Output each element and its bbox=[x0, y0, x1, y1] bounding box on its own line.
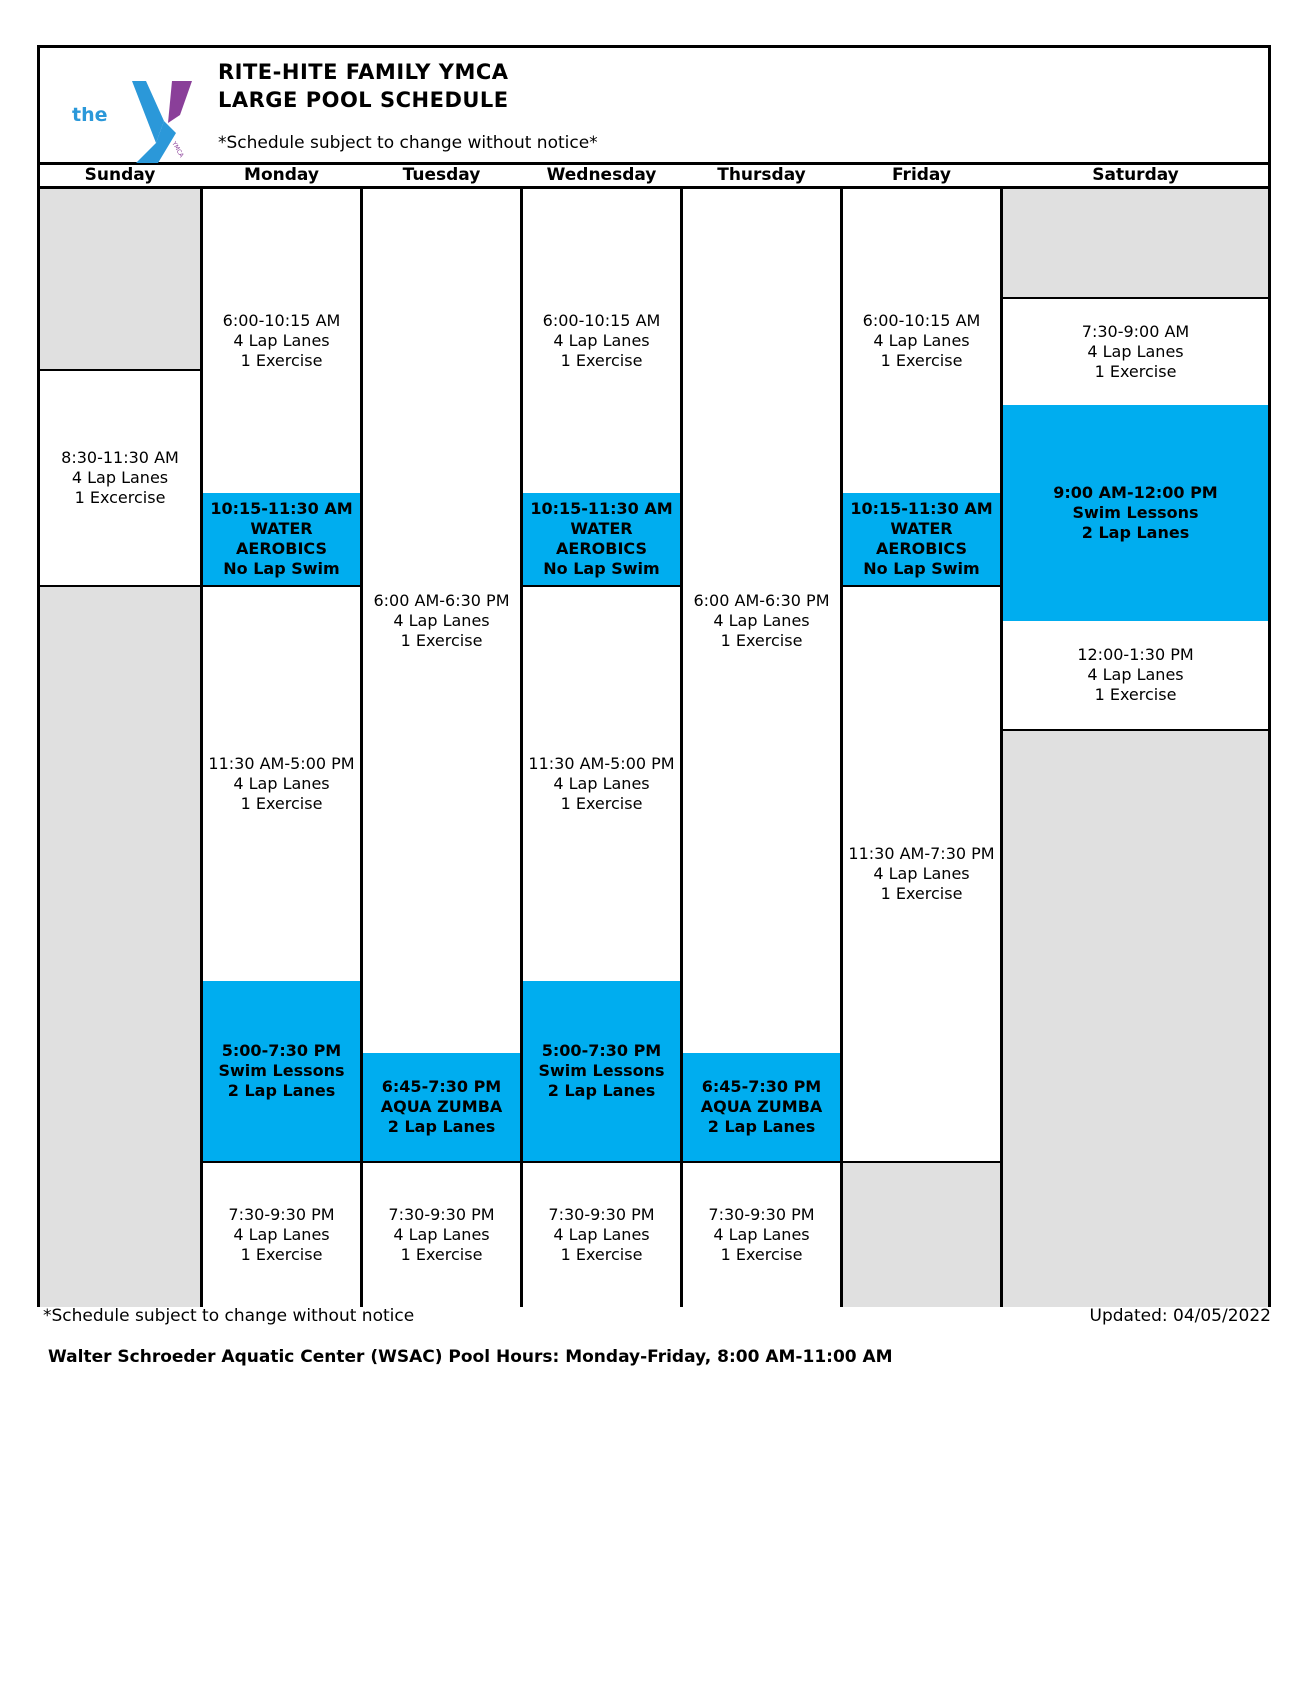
block-detail: 1 Exercise bbox=[400, 1245, 483, 1264]
block-detail: 1 Exercise bbox=[720, 631, 803, 650]
block-detail: 1 Exercise bbox=[560, 1245, 643, 1264]
block-detail: 4 Lap Lanes bbox=[233, 331, 330, 350]
schedule-block bbox=[363, 1161, 520, 1307]
block-detail: 4 Lap Lanes bbox=[873, 864, 970, 883]
block-time: 10:15-11:30 AM bbox=[210, 499, 353, 518]
schedule-block bbox=[363, 189, 520, 1053]
block-detail: WATER AEROBICS bbox=[556, 519, 647, 558]
block-detail: No Lap Swim bbox=[863, 559, 980, 578]
column-wednesday bbox=[523, 189, 680, 1307]
block-detail: 1 Exercise bbox=[240, 794, 323, 813]
block-detail: AQUA ZUMBA bbox=[380, 1097, 503, 1116]
column-monday bbox=[203, 189, 360, 1307]
block-time: 7:30-9:30 PM bbox=[708, 1205, 815, 1224]
block-detail: 1 Exercise bbox=[1094, 362, 1177, 381]
block-detail: 1 Exercise bbox=[240, 1245, 323, 1264]
block-detail: 2 Lap Lanes bbox=[707, 1117, 816, 1136]
block-time: 10:15-11:30 AM bbox=[850, 499, 993, 518]
block-detail: 1 Exercise bbox=[560, 351, 643, 370]
block-time: 11:30 AM-5:00 PM bbox=[208, 754, 355, 773]
block-time: 6:45-7:30 PM bbox=[701, 1077, 822, 1096]
block-time: 7:30-9:00 AM bbox=[1081, 322, 1190, 341]
block-time: 6:00-10:15 AM bbox=[542, 311, 661, 330]
column-sunday bbox=[40, 189, 200, 1307]
closed-block bbox=[1003, 189, 1268, 297]
schedule-block bbox=[203, 1161, 360, 1307]
schedule-block bbox=[843, 585, 1000, 1161]
schedule-block-highlight bbox=[843, 493, 1000, 585]
block-time: 6:00-10:15 AM bbox=[222, 311, 341, 330]
block-time: 7:30-9:30 PM bbox=[228, 1205, 335, 1224]
closed-block bbox=[40, 585, 200, 1307]
updated-date: Updated: 04/05/2022 bbox=[1089, 1306, 1271, 1326]
block-time: 11:30 AM-7:30 PM bbox=[848, 844, 995, 863]
block-detail: 2 Lap Lanes bbox=[1081, 523, 1190, 542]
schedule-block-highlight bbox=[683, 1053, 840, 1161]
header-note: *Schedule subject to change without notice* bbox=[218, 133, 598, 153]
block-detail: 4 Lap Lanes bbox=[1087, 665, 1184, 684]
schedule-block bbox=[1003, 297, 1268, 405]
block-time: 8:30-11:30 AM bbox=[61, 448, 179, 467]
day-friday: Friday bbox=[892, 165, 951, 185]
schedule-block-highlight bbox=[203, 493, 360, 585]
schedule-block-highlight bbox=[1003, 405, 1268, 621]
logo-text: the bbox=[72, 104, 108, 126]
block-detail: 2 Lap Lanes bbox=[227, 1081, 336, 1100]
block-time: 5:00-7:30 PM bbox=[221, 1041, 342, 1060]
footer-note: *Schedule subject to change without notice bbox=[43, 1306, 415, 1326]
schedule-block bbox=[683, 189, 840, 1053]
day-saturday: Saturday bbox=[1092, 165, 1179, 185]
schedule-block bbox=[40, 369, 200, 585]
day-sunday: Sunday bbox=[84, 165, 156, 185]
schedule-block-highlight bbox=[523, 981, 680, 1161]
wsac-hours: Walter Schroeder Aquatic Center (WSAC) Pool Hours: Monday-Friday, 8:00 AM-11:00 AM bbox=[48, 1347, 893, 1367]
closed-block bbox=[40, 189, 200, 369]
schedule-frame bbox=[37, 45, 1271, 1307]
schedule-block-highlight bbox=[523, 493, 680, 585]
block-time: 9:00 AM-12:00 PM bbox=[1053, 483, 1218, 502]
block-detail: 1 Exercise bbox=[400, 631, 483, 650]
block-detail: 2 Lap Lanes bbox=[547, 1081, 656, 1100]
block-detail: 4 Lap Lanes bbox=[1087, 342, 1184, 361]
block-detail: 4 Lap Lanes bbox=[233, 774, 330, 793]
block-detail: 4 Lap Lanes bbox=[873, 331, 970, 350]
block-detail: WATER AEROBICS bbox=[876, 519, 967, 558]
column-tuesday bbox=[363, 189, 520, 1307]
block-detail: 4 Lap Lanes bbox=[393, 1225, 490, 1244]
day-monday: Monday bbox=[244, 165, 319, 185]
block-detail: 4 Lap Lanes bbox=[553, 1225, 650, 1244]
title-line-1: RITE-HITE FAMILY YMCA bbox=[218, 60, 509, 84]
header bbox=[40, 48, 1268, 165]
block-detail: 1 Exercise bbox=[720, 1245, 803, 1264]
schedule-block bbox=[203, 585, 360, 981]
block-detail: AQUA ZUMBA bbox=[700, 1097, 823, 1116]
block-detail: 1 Excercise bbox=[74, 488, 166, 507]
schedule-block bbox=[523, 189, 680, 493]
block-time: 7:30-9:30 PM bbox=[548, 1205, 655, 1224]
block-detail: No Lap Swim bbox=[543, 559, 660, 578]
column-thursday bbox=[683, 189, 840, 1307]
day-header-row bbox=[40, 165, 1268, 189]
title-line-2: LARGE POOL SCHEDULE bbox=[218, 88, 509, 112]
block-detail: 4 Lap Lanes bbox=[71, 468, 169, 487]
block-detail: 2 Lap Lanes bbox=[387, 1117, 496, 1136]
schedule-block bbox=[1003, 621, 1268, 729]
block-time: 10:15-11:30 AM bbox=[530, 499, 673, 518]
block-detail: 1 Exercise bbox=[560, 794, 643, 813]
schedule-block bbox=[843, 189, 1000, 493]
block-detail: Swim Lessons bbox=[538, 1061, 665, 1080]
block-time: 6:00-10:15 AM bbox=[862, 311, 981, 330]
block-time: 6:45-7:30 PM bbox=[381, 1077, 502, 1096]
block-detail: 4 Lap Lanes bbox=[553, 774, 650, 793]
block-detail: 4 Lap Lanes bbox=[393, 611, 490, 630]
schedule-block bbox=[523, 1161, 680, 1307]
block-time: 5:00-7:30 PM bbox=[541, 1041, 662, 1060]
block-detail: 1 Exercise bbox=[240, 351, 323, 370]
day-tuesday: Tuesday bbox=[402, 165, 481, 185]
block-time: 6:00 AM-6:30 PM bbox=[693, 591, 830, 610]
ymca-logo bbox=[72, 63, 197, 163]
block-detail: 4 Lap Lanes bbox=[233, 1225, 330, 1244]
logo-small-text: YMCA bbox=[170, 140, 185, 159]
block-detail: 4 Lap Lanes bbox=[713, 1225, 810, 1244]
block-detail: 4 Lap Lanes bbox=[553, 331, 650, 350]
block-detail: Swim Lessons bbox=[218, 1061, 345, 1080]
block-time: 6:00 AM-6:30 PM bbox=[373, 591, 510, 610]
block-detail: 1 Exercise bbox=[1094, 685, 1177, 704]
column-friday bbox=[843, 189, 1000, 1307]
block-detail: 1 Exercise bbox=[880, 351, 963, 370]
closed-block bbox=[1003, 729, 1268, 1307]
block-detail: 1 Exercise bbox=[880, 884, 963, 903]
column-saturday bbox=[1003, 189, 1268, 1307]
schedule-block bbox=[683, 1161, 840, 1307]
block-detail: Swim Lessons bbox=[1072, 503, 1199, 522]
schedule-block bbox=[523, 585, 680, 981]
block-detail: No Lap Swim bbox=[223, 559, 340, 578]
block-time: 11:30 AM-5:00 PM bbox=[528, 754, 675, 773]
schedule-block-highlight bbox=[203, 981, 360, 1161]
day-wednesday: Wednesday bbox=[546, 165, 657, 185]
day-thursday: Thursday bbox=[717, 165, 806, 185]
block-time: 7:30-9:30 PM bbox=[388, 1205, 495, 1224]
block-time: 12:00-1:30 PM bbox=[1077, 645, 1194, 664]
block-detail: WATER AEROBICS bbox=[236, 519, 327, 558]
schedule-block bbox=[203, 189, 360, 493]
block-detail: 4 Lap Lanes bbox=[713, 611, 810, 630]
closed-block bbox=[843, 1161, 1000, 1307]
schedule-block-highlight bbox=[363, 1053, 520, 1161]
